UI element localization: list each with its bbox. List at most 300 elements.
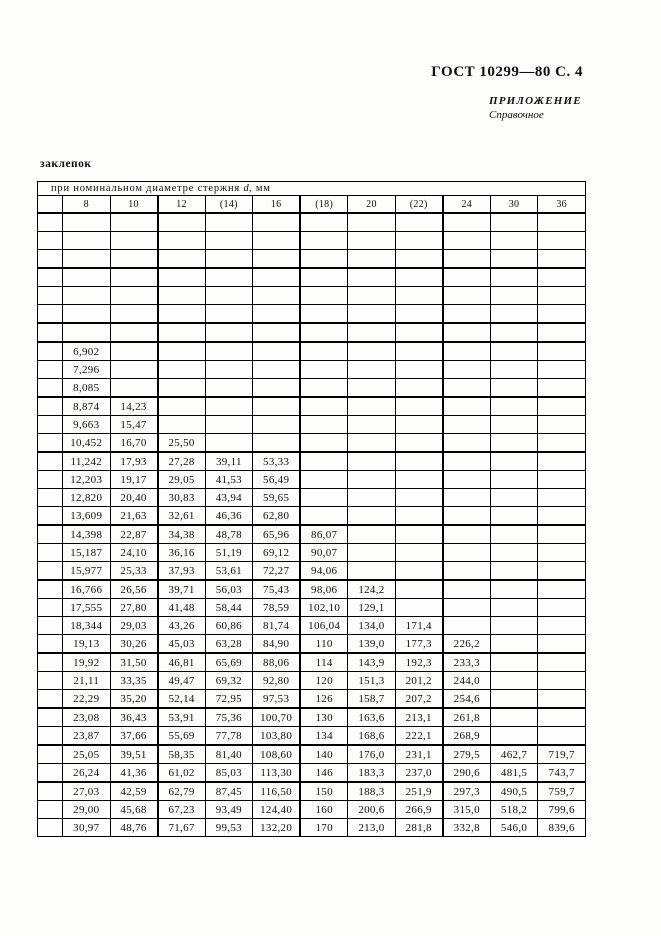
value-cell: 93,49 bbox=[205, 801, 253, 819]
value-cell bbox=[348, 562, 396, 581]
value-cell bbox=[443, 342, 491, 361]
empty-row bbox=[38, 232, 586, 250]
value-cell: 39,71 bbox=[158, 580, 206, 599]
value-cell: 56,49 bbox=[253, 471, 301, 489]
value-cell: 41,48 bbox=[158, 599, 206, 617]
empty-cell bbox=[395, 287, 443, 305]
value-cell: 35,20 bbox=[110, 690, 158, 709]
value-cell: 86,07 bbox=[300, 525, 348, 544]
value-cell: 26,56 bbox=[110, 580, 158, 599]
value-cell: 67,23 bbox=[158, 801, 206, 819]
row-margin-cell bbox=[38, 525, 63, 544]
value-cell bbox=[490, 416, 538, 434]
empty-row bbox=[38, 268, 586, 287]
value-cell: 188,3 bbox=[348, 782, 396, 801]
value-cell bbox=[395, 580, 443, 599]
value-cell bbox=[538, 507, 586, 526]
column-header-row bbox=[38, 196, 586, 214]
empty-cell bbox=[63, 268, 111, 287]
row-margin-cell bbox=[38, 782, 63, 801]
value-cell: 65,69 bbox=[205, 653, 253, 672]
value-cell: 25,33 bbox=[110, 562, 158, 581]
value-cell: 16,70 bbox=[110, 434, 158, 453]
empty-cell bbox=[443, 305, 491, 324]
row-margin-cell bbox=[38, 250, 63, 269]
value-cell bbox=[348, 379, 396, 398]
value-cell bbox=[395, 397, 443, 416]
value-cell: 251,9 bbox=[395, 782, 443, 801]
value-cell bbox=[395, 562, 443, 581]
value-cell bbox=[443, 452, 491, 471]
value-cell: 33,35 bbox=[110, 672, 158, 690]
value-cell: 281,8 bbox=[395, 819, 443, 837]
value-cell: 7,296 bbox=[63, 361, 111, 379]
value-cell: 27,03 bbox=[63, 782, 111, 801]
empty-cell bbox=[110, 305, 158, 324]
value-cell bbox=[300, 489, 348, 507]
value-cell: 171,4 bbox=[395, 617, 443, 635]
value-cell: 63,28 bbox=[205, 635, 253, 654]
value-cell bbox=[538, 471, 586, 489]
value-cell: 21,63 bbox=[110, 507, 158, 526]
value-cell bbox=[538, 727, 586, 746]
value-cell bbox=[158, 379, 206, 398]
value-cell bbox=[490, 672, 538, 690]
value-cell bbox=[538, 544, 586, 562]
span-header-row bbox=[38, 182, 586, 196]
value-cell bbox=[300, 434, 348, 453]
row-margin-cell bbox=[38, 764, 63, 783]
value-cell: 21,11 bbox=[63, 672, 111, 690]
value-cell bbox=[490, 599, 538, 617]
value-cell bbox=[205, 379, 253, 398]
value-cell: 22,87 bbox=[110, 525, 158, 544]
value-cell: 14,398 bbox=[63, 525, 111, 544]
empty-cell bbox=[300, 250, 348, 269]
row-margin-cell bbox=[38, 379, 63, 398]
empty-cell bbox=[490, 232, 538, 250]
rivet-mass-table bbox=[37, 181, 586, 837]
value-cell: 15,187 bbox=[63, 544, 111, 562]
value-cell bbox=[443, 379, 491, 398]
empty-cell bbox=[158, 305, 206, 324]
value-cell: 39,11 bbox=[205, 452, 253, 471]
column-header-cell: 30 bbox=[490, 196, 538, 214]
value-cell bbox=[253, 434, 301, 453]
value-cell bbox=[158, 361, 206, 379]
table-row bbox=[38, 764, 586, 783]
value-cell bbox=[395, 471, 443, 489]
value-cell bbox=[538, 617, 586, 635]
value-cell bbox=[538, 379, 586, 398]
row-margin-cell bbox=[38, 397, 63, 416]
span-header-text: при номинальном диаметре стержня bbox=[51, 183, 244, 194]
value-cell: 61,02 bbox=[158, 764, 206, 783]
empty-cell bbox=[538, 213, 586, 232]
empty-cell bbox=[348, 268, 396, 287]
row-margin-cell bbox=[38, 213, 63, 232]
value-cell: 16,766 bbox=[63, 580, 111, 599]
table-row bbox=[38, 434, 586, 453]
value-cell: 25,50 bbox=[158, 434, 206, 453]
table-caption-fragment: заклепок bbox=[40, 158, 92, 170]
empty-cell bbox=[63, 232, 111, 250]
value-cell bbox=[490, 562, 538, 581]
value-cell: 124,2 bbox=[348, 580, 396, 599]
value-cell: 106,04 bbox=[300, 617, 348, 635]
empty-cell bbox=[205, 250, 253, 269]
value-cell: 14,23 bbox=[110, 397, 158, 416]
table-row bbox=[38, 342, 586, 361]
value-cell bbox=[205, 342, 253, 361]
value-cell: 53,33 bbox=[253, 452, 301, 471]
row-margin-cell bbox=[38, 323, 63, 342]
value-cell: 84,90 bbox=[253, 635, 301, 654]
empty-cell bbox=[63, 305, 111, 324]
value-cell bbox=[395, 525, 443, 544]
value-cell bbox=[395, 342, 443, 361]
empty-cell bbox=[253, 305, 301, 324]
column-header-cell: 36 bbox=[538, 196, 586, 214]
value-cell: 71,67 bbox=[158, 819, 206, 837]
value-cell: 98,06 bbox=[300, 580, 348, 599]
empty-cell bbox=[490, 305, 538, 324]
empty-row bbox=[38, 323, 586, 342]
empty-cell bbox=[110, 250, 158, 269]
value-cell bbox=[348, 525, 396, 544]
table-row bbox=[38, 745, 586, 764]
span-header-units: , мм bbox=[249, 183, 271, 194]
empty-cell bbox=[538, 268, 586, 287]
value-cell bbox=[538, 361, 586, 379]
value-cell bbox=[348, 507, 396, 526]
value-cell bbox=[490, 580, 538, 599]
value-cell bbox=[538, 562, 586, 581]
empty-cell bbox=[348, 323, 396, 342]
value-cell bbox=[443, 361, 491, 379]
value-cell: 17,555 bbox=[63, 599, 111, 617]
table-row bbox=[38, 782, 586, 801]
empty-cell bbox=[253, 213, 301, 232]
row-margin-cell bbox=[38, 617, 63, 635]
value-cell: 88,06 bbox=[253, 653, 301, 672]
empty-cell bbox=[443, 213, 491, 232]
value-cell bbox=[348, 416, 396, 434]
value-cell bbox=[490, 397, 538, 416]
table-body bbox=[38, 213, 586, 837]
value-cell: 56,03 bbox=[205, 580, 253, 599]
value-cell: 168,6 bbox=[348, 727, 396, 746]
column-header-cell: 10 bbox=[110, 196, 158, 214]
value-cell: 9,663 bbox=[63, 416, 111, 434]
row-margin-cell bbox=[38, 342, 63, 361]
column-header-cell: (18) bbox=[300, 196, 348, 214]
value-cell bbox=[395, 544, 443, 562]
value-cell: 37,66 bbox=[110, 727, 158, 746]
value-cell bbox=[348, 434, 396, 453]
value-cell: 37,93 bbox=[158, 562, 206, 581]
row-margin-cell bbox=[38, 653, 63, 672]
value-cell bbox=[490, 708, 538, 727]
value-cell: 518,2 bbox=[490, 801, 538, 819]
value-cell bbox=[443, 562, 491, 581]
value-cell bbox=[300, 416, 348, 434]
column-header-cell: (22) bbox=[395, 196, 443, 214]
value-cell: 30,97 bbox=[63, 819, 111, 837]
table-row bbox=[38, 379, 586, 398]
row-margin-cell bbox=[38, 562, 63, 581]
value-cell: 116,50 bbox=[253, 782, 301, 801]
value-cell bbox=[158, 397, 206, 416]
value-cell: 799,6 bbox=[538, 801, 586, 819]
value-cell: 244,0 bbox=[443, 672, 491, 690]
value-cell: 75,43 bbox=[253, 580, 301, 599]
table-row bbox=[38, 580, 586, 599]
value-cell: 34,38 bbox=[158, 525, 206, 544]
value-cell bbox=[300, 361, 348, 379]
row-margin-cell bbox=[38, 635, 63, 654]
row-margin-cell bbox=[38, 708, 63, 727]
value-cell: 12,820 bbox=[63, 489, 111, 507]
table-row bbox=[38, 599, 586, 617]
value-cell bbox=[443, 507, 491, 526]
value-cell: 100,70 bbox=[253, 708, 301, 727]
value-cell bbox=[300, 342, 348, 361]
value-cell bbox=[490, 434, 538, 453]
empty-cell bbox=[443, 232, 491, 250]
value-cell bbox=[300, 452, 348, 471]
empty-cell bbox=[348, 305, 396, 324]
empty-cell bbox=[538, 287, 586, 305]
table-row bbox=[38, 801, 586, 819]
empty-cell bbox=[348, 232, 396, 250]
empty-cell bbox=[253, 232, 301, 250]
diameter-symbol: d bbox=[243, 183, 250, 194]
value-cell: 22,29 bbox=[63, 690, 111, 709]
value-cell: 20,40 bbox=[110, 489, 158, 507]
value-cell: 23,87 bbox=[63, 727, 111, 746]
value-cell bbox=[205, 416, 253, 434]
value-cell: 481,5 bbox=[490, 764, 538, 783]
value-cell bbox=[443, 397, 491, 416]
value-cell bbox=[490, 635, 538, 654]
empty-cell bbox=[490, 250, 538, 269]
value-cell: 69,12 bbox=[253, 544, 301, 562]
row-margin-cell bbox=[38, 434, 63, 453]
row-margin-cell bbox=[38, 361, 63, 379]
value-cell: 27,28 bbox=[158, 452, 206, 471]
table-row bbox=[38, 672, 586, 690]
row-margin-cell bbox=[38, 232, 63, 250]
value-cell: 81,74 bbox=[253, 617, 301, 635]
value-cell: 55,69 bbox=[158, 727, 206, 746]
column-header-cell: 16 bbox=[253, 196, 301, 214]
row-margin-cell bbox=[38, 507, 63, 526]
value-cell: 332,8 bbox=[443, 819, 491, 837]
value-cell: 6,902 bbox=[63, 342, 111, 361]
row-margin-cell bbox=[38, 672, 63, 690]
value-cell: 72,27 bbox=[253, 562, 301, 581]
empty-cell bbox=[538, 323, 586, 342]
empty-cell bbox=[538, 250, 586, 269]
empty-cell bbox=[490, 323, 538, 342]
value-cell: 30,83 bbox=[158, 489, 206, 507]
value-cell: 78,59 bbox=[253, 599, 301, 617]
value-cell: 177,3 bbox=[395, 635, 443, 654]
value-cell: 132,20 bbox=[253, 819, 301, 837]
value-cell: 49,47 bbox=[158, 672, 206, 690]
value-cell: 25,05 bbox=[63, 745, 111, 764]
row-margin-cell bbox=[38, 727, 63, 746]
value-cell: 126 bbox=[300, 690, 348, 709]
value-cell: 279,5 bbox=[443, 745, 491, 764]
table-row bbox=[38, 635, 586, 654]
value-cell bbox=[395, 434, 443, 453]
value-cell bbox=[348, 489, 396, 507]
empty-cell bbox=[63, 323, 111, 342]
value-cell: 60,86 bbox=[205, 617, 253, 635]
value-cell: 114 bbox=[300, 653, 348, 672]
table-row bbox=[38, 819, 586, 837]
value-cell: 58,35 bbox=[158, 745, 206, 764]
value-cell bbox=[443, 599, 491, 617]
value-cell: 43,94 bbox=[205, 489, 253, 507]
value-cell: 129,1 bbox=[348, 599, 396, 617]
empty-cell bbox=[348, 287, 396, 305]
value-cell: 163,6 bbox=[348, 708, 396, 727]
value-cell: 130 bbox=[300, 708, 348, 727]
empty-cell bbox=[205, 287, 253, 305]
value-cell: 151,3 bbox=[348, 672, 396, 690]
value-cell: 36,43 bbox=[110, 708, 158, 727]
value-cell: 53,61 bbox=[205, 562, 253, 581]
empty-row bbox=[38, 287, 586, 305]
value-cell: 45,68 bbox=[110, 801, 158, 819]
value-cell: 315,0 bbox=[443, 801, 491, 819]
empty-cell bbox=[63, 287, 111, 305]
value-cell: 32,61 bbox=[158, 507, 206, 526]
value-cell bbox=[300, 397, 348, 416]
empty-cell bbox=[395, 213, 443, 232]
corner-cell bbox=[38, 196, 63, 214]
empty-cell bbox=[158, 287, 206, 305]
value-cell bbox=[490, 507, 538, 526]
value-cell: 31,50 bbox=[110, 653, 158, 672]
value-cell bbox=[253, 342, 301, 361]
empty-cell bbox=[253, 287, 301, 305]
value-cell bbox=[348, 452, 396, 471]
value-cell bbox=[490, 617, 538, 635]
value-cell bbox=[395, 507, 443, 526]
value-cell bbox=[490, 452, 538, 471]
value-cell: 69,32 bbox=[205, 672, 253, 690]
empty-cell bbox=[110, 213, 158, 232]
value-cell: 23,08 bbox=[63, 708, 111, 727]
value-cell: 759,7 bbox=[538, 782, 586, 801]
table-row bbox=[38, 525, 586, 544]
empty-row bbox=[38, 305, 586, 324]
value-cell bbox=[538, 489, 586, 507]
value-cell: 226,2 bbox=[443, 635, 491, 654]
value-cell: 183,3 bbox=[348, 764, 396, 783]
value-cell bbox=[205, 397, 253, 416]
value-cell: 12,203 bbox=[63, 471, 111, 489]
value-cell: 30,26 bbox=[110, 635, 158, 654]
value-cell: 52,14 bbox=[158, 690, 206, 709]
value-cell: 150 bbox=[300, 782, 348, 801]
empty-cell bbox=[348, 213, 396, 232]
value-cell: 99,53 bbox=[205, 819, 253, 837]
value-cell bbox=[348, 544, 396, 562]
value-cell bbox=[348, 342, 396, 361]
value-cell: 176,0 bbox=[348, 745, 396, 764]
value-cell: 237,0 bbox=[395, 764, 443, 783]
value-cell: 24,10 bbox=[110, 544, 158, 562]
value-cell bbox=[395, 489, 443, 507]
table-row bbox=[38, 690, 586, 709]
value-cell bbox=[443, 544, 491, 562]
value-cell: 134,0 bbox=[348, 617, 396, 635]
value-cell bbox=[443, 580, 491, 599]
value-cell: 29,05 bbox=[158, 471, 206, 489]
value-cell: 41,53 bbox=[205, 471, 253, 489]
value-cell bbox=[395, 416, 443, 434]
value-cell bbox=[158, 416, 206, 434]
value-cell bbox=[538, 635, 586, 654]
table-row bbox=[38, 416, 586, 434]
empty-cell bbox=[158, 268, 206, 287]
empty-cell bbox=[110, 323, 158, 342]
value-cell: 201,2 bbox=[395, 672, 443, 690]
empty-cell bbox=[443, 323, 491, 342]
value-cell: 18,344 bbox=[63, 617, 111, 635]
value-cell bbox=[205, 434, 253, 453]
value-cell: 45,03 bbox=[158, 635, 206, 654]
value-cell bbox=[300, 507, 348, 526]
table-row bbox=[38, 397, 586, 416]
empty-cell bbox=[348, 250, 396, 269]
value-cell: 72,95 bbox=[205, 690, 253, 709]
value-cell: 158,7 bbox=[348, 690, 396, 709]
empty-cell bbox=[63, 213, 111, 232]
value-cell: 490,5 bbox=[490, 782, 538, 801]
empty-cell bbox=[490, 268, 538, 287]
value-cell bbox=[348, 471, 396, 489]
empty-cell bbox=[443, 250, 491, 269]
value-cell bbox=[253, 379, 301, 398]
value-cell bbox=[538, 434, 586, 453]
table-row bbox=[38, 562, 586, 581]
empty-cell bbox=[395, 250, 443, 269]
value-cell: 41,36 bbox=[110, 764, 158, 783]
value-cell bbox=[490, 489, 538, 507]
value-cell: 46,81 bbox=[158, 653, 206, 672]
column-header-cell: 24 bbox=[443, 196, 491, 214]
value-cell: 11,242 bbox=[63, 452, 111, 471]
value-cell: 27,80 bbox=[110, 599, 158, 617]
value-cell: 48,78 bbox=[205, 525, 253, 544]
value-cell bbox=[158, 342, 206, 361]
value-cell: 10,452 bbox=[63, 434, 111, 453]
value-cell: 213,0 bbox=[348, 819, 396, 837]
table-row bbox=[38, 653, 586, 672]
row-margin-cell bbox=[38, 305, 63, 324]
value-cell: 19,92 bbox=[63, 653, 111, 672]
value-cell bbox=[348, 397, 396, 416]
value-cell bbox=[443, 471, 491, 489]
value-cell: 97,53 bbox=[253, 690, 301, 709]
value-cell: 15,47 bbox=[110, 416, 158, 434]
